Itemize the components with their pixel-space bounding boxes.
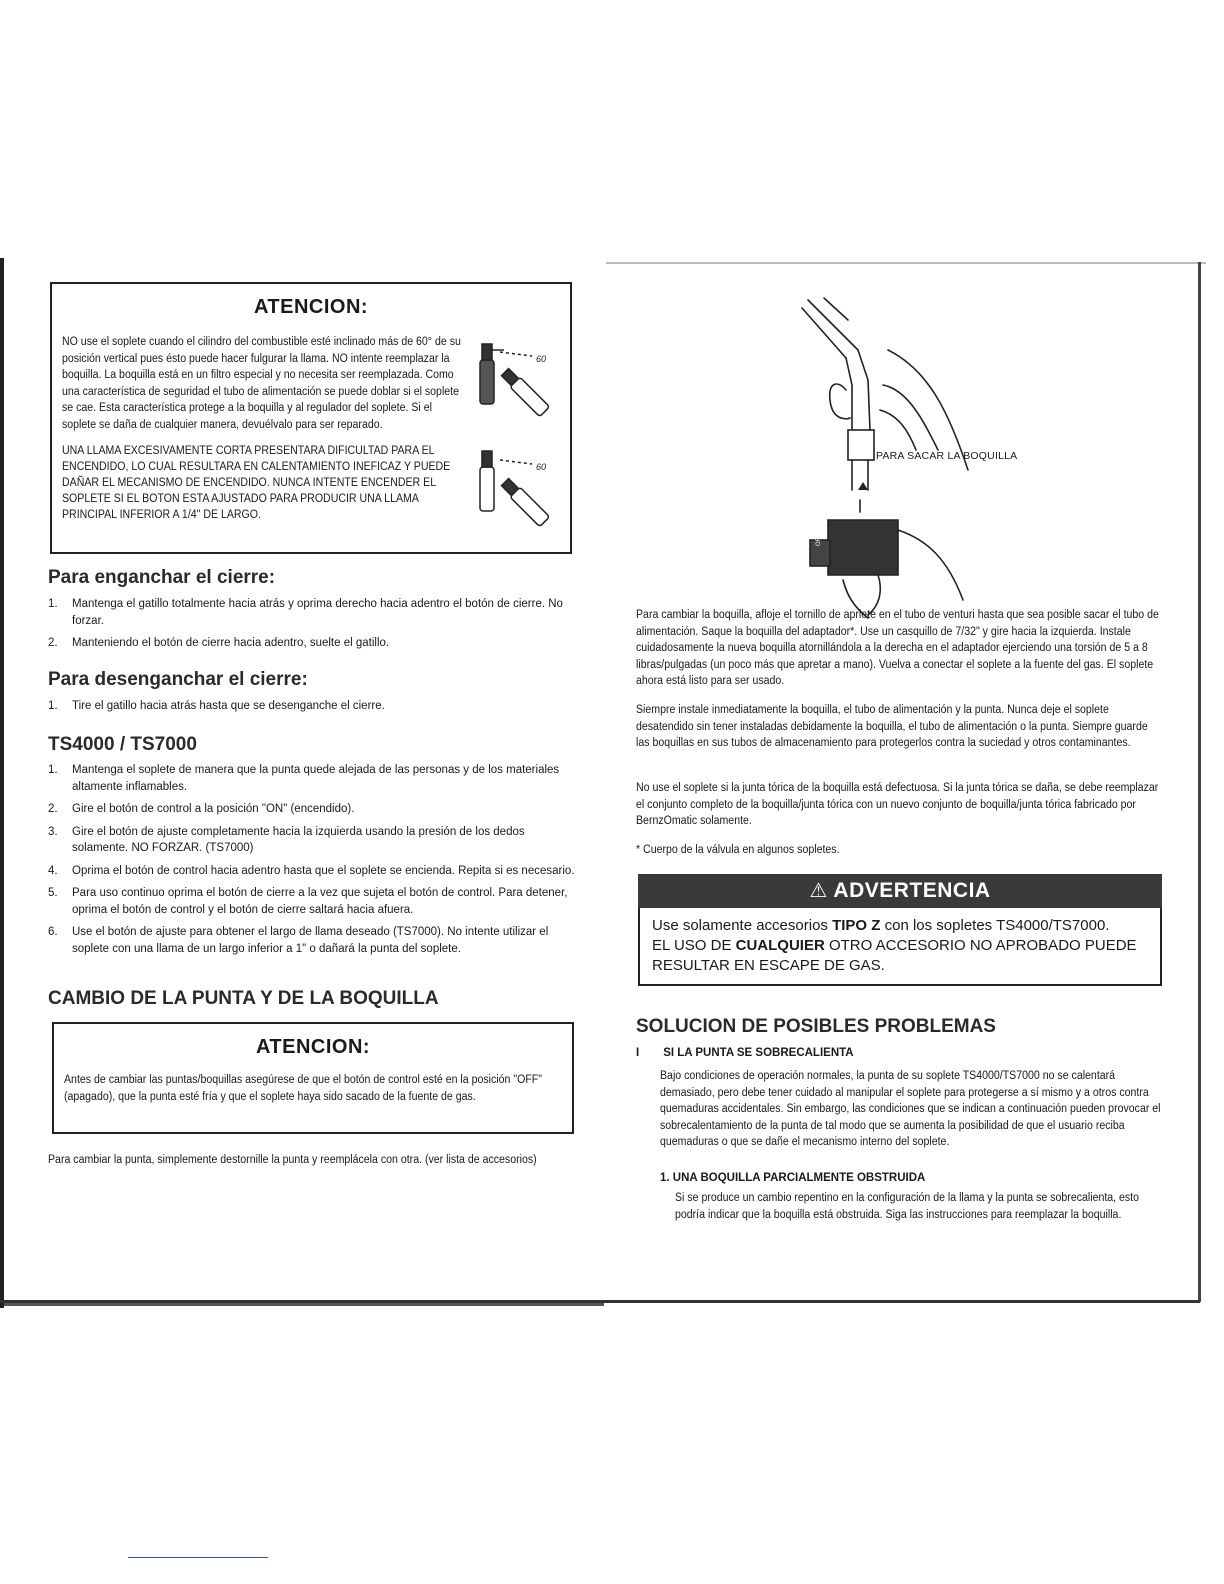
atencion-caps-paragraph: UNA LLAMA EXCESIVAMENTE CORTA PRESENTARA DIFICULTAD PARA EL ENCENDIDO, LO CUAL RESULTARA EN CALENTAMIENTO INEFICAZ Y PUEDE DAÑAR EL MECANISMO DE ENCENDIDO. NUNCA INTENTE ENCENDER EL SOPLETE SI EL BOTON ESTA AJUSTADO PARA PRODUCIR UNA LLAMA PRINCIPAL INFERIOR A 1/4" DE LARGO. [62, 445, 451, 521]
cambio-heading: CAMBIO DE LA PUNTA Y DE LA BOQUILLA [48, 988, 439, 1009]
enganchar-heading: Para enganchar el cierre: [48, 567, 276, 588]
list-item: 1. Mantenga el gatillo totalmente hacia atrás y oprima derecho hacia adentro el botón de cierre. No forzar. [48, 598, 563, 627]
figure-caption: PARA SACAR LA BOQUILLA [876, 450, 1018, 462]
tilted-cylinder-diagram [470, 332, 570, 532]
list-item: 3. Gire el botón de ajuste completamente hacia la izquierda usando la presión de los dedos solamente. NO FORZAR. (TS7000) [48, 825, 525, 854]
angle-label-2: 60 [536, 462, 547, 472]
ts-list [48, 762, 578, 963]
advertencia-header [638, 874, 1162, 908]
footnote: * Cuerpo de la válvula en algunos sopletes. [636, 844, 840, 856]
atencion-text-2: Antes de cambiar las puntas/boquillas asegúrese de que el botón de control esté en la posición "OFF" (apagado), que la punta esté fría y que el soplete haya sido sacado de la fuente de gas. [64, 1074, 543, 1103]
subsection-title: I SI LA PUNTA SE SOBRECALIENTA [636, 1047, 854, 1059]
enganchar-list [48, 596, 578, 658]
item-title: 1. UNA BOQUILLA PARCIALMENTE OBSTRUIDA [660, 1172, 926, 1184]
off-label: OFF [816, 534, 822, 546]
atencion-box-2 [52, 1022, 574, 1134]
page-edge-top [606, 262, 1206, 264]
list-item: 4. Oprima el botón de control hacia adentro hasta que el soplete se encienda. Repita si es necesario. [48, 864, 575, 877]
list-item: 1. Mantenga el soplete de manera que la punta quede alejada de las personas y de los materiales altamente inflamables. [48, 764, 560, 793]
page-edge-right [1198, 262, 1201, 1302]
cambiar-punta-text: Para cambiar la punta, simplemente destornille la punta y reemplácela con otra. (ver lista de accesorios) [48, 1154, 537, 1166]
page-edge-bottom-shadow [4, 1303, 604, 1306]
atencion-title: ATENCION: [253, 296, 369, 318]
list-item: 6. Use el botón de ajuste para obtener el largo de llama deseado (TS7000). No intente utilizar el soplete con una llama de un largo inferior a 1" o dañará la punta del soplete. [48, 926, 549, 955]
scan-mark [128, 1557, 268, 1558]
list-item: 2. Manteniendo el botón de cierre hacia adentro, suelte el gatillo. [48, 637, 390, 649]
advertencia-title: ADVERTENCIA [833, 879, 991, 902]
list-item: 2. Gire el botón de control a la posición "ON" (encendido). [48, 803, 355, 815]
advertencia-line-2: EL USO DE CUALQUIER OTRO ACCESORIO NO APROBADO PUEDE RESULTAR EN ESCAPE DE GAS. [652, 937, 1137, 974]
desenganchar-list [48, 698, 578, 721]
page-edge-left [0, 258, 4, 1308]
advertencia-line-1: Use solamente accesorios TIPO Z con los sopletes TS4000/TS7000. [652, 917, 1110, 934]
boquilla-paragraph-3: No use el soplete si la junta tórica de la boquilla está defectuosa. Si la junta tórica se daña, se debe reemplazar el conjunto completo de la boquilla/junta tórica con un nuevo conjunto de boquilla/junta tórica fabricado por BernzOmatic solamente. [636, 782, 1159, 827]
atencion-box [50, 282, 572, 554]
list-item: 5. Para uso continuo oprima el botón de cierre a la vez que sujeta el botón de control. Para detener, oprima el botón de control y el botón de cierre saltará hacia afuera. [48, 887, 568, 916]
solucion-heading: SOLUCION DE POSIBLES PROBLEMAS [636, 1016, 996, 1037]
blank-top-margin [0, 0, 1224, 258]
advertencia-body [638, 908, 1162, 986]
subsection-text: Bajo condiciones de operación normales, la punta de su soplete TS4000/TS7000 no se calentará demasiado, pero debe tener cuidado al manipular el soplete para protegerse a sí mismo y a otros contra quemaduras accidentales. Sin embargo, las condiciones que se indican a continuación pueden provocar el sobrecalentamiento de la punta de tal modo que se aumenta la posibilidad de que el usuario reciba quemaduras o que se dañe el mecanismo interno del soplete. [660, 1070, 1161, 1148]
warning-triangle-icon: ⚠ [809, 880, 828, 902]
atencion-paragraph: NO use el soplete cuando el cilindro del combustible esté inclinado más de 60° de su posición vertical pues ésto puede hacer fulgurar la llama. NO intente reemplazar la boquilla. La boquilla está en un filtro especial y no necesita ser reemplazada. Como una característica de seguridad el tubo de alimentación se puede doblar si el soplete se cae. Esta característica protege a la boquilla y al regulador del soplete. Si el soplete se daña de cualquier manera, devuélvalo para ser reparado. [62, 336, 461, 431]
angle-label-1: 60 [536, 354, 547, 364]
ts-heading: TS4000 / TS7000 [48, 734, 197, 755]
list-item: 1. Tire el gatillo hacia atrás hasta que se desenganche el cierre. [48, 700, 385, 712]
desenganchar-heading: Para desenganchar el cierre: [48, 669, 308, 690]
atencion-title-2: ATENCION: [255, 1036, 371, 1058]
boquilla-paragraph-1: Para cambiar la boquilla, afloje el tornillo de apriete en el tubo de venturi hasta que sea posible sacar el tubo de alimentación. Saque la boquilla del adaptador*. Use un casquillo de 7/32" y gire hacia la izquierda. Instale cuidadosamente la nueva boquilla atornillándola a la derecha en el adaptador ejerciendo una torsión de 5 a 8 libras/pulgadas (un poco más que apretar a mano). Vuelva a conectar el soplete a la fuente del gas. El soplete ahora está listo para ser usado. [636, 609, 1159, 687]
item-text: Si se produce un cambio repentino en la configuración de la llama y la punta se sobrecalienta, esto podría indicar que la boquilla está obstruida. Siga las instrucciones para reemplazar la boquilla. [675, 1192, 1140, 1221]
boquilla-paragraph-2: Siempre instale inmediatamente la boquilla, el tubo de alimentación y la punta. Nunca deje el soplete desatendido sin tener instaladas debidamente la boquilla, el tubo de alimentación o la punta. Siempre guarde las boquillas en sus tubos de almacenamiento para protegerlos contra la suciedad y otros contaminantes. [636, 704, 1148, 749]
advertencia-box [638, 874, 1162, 986]
